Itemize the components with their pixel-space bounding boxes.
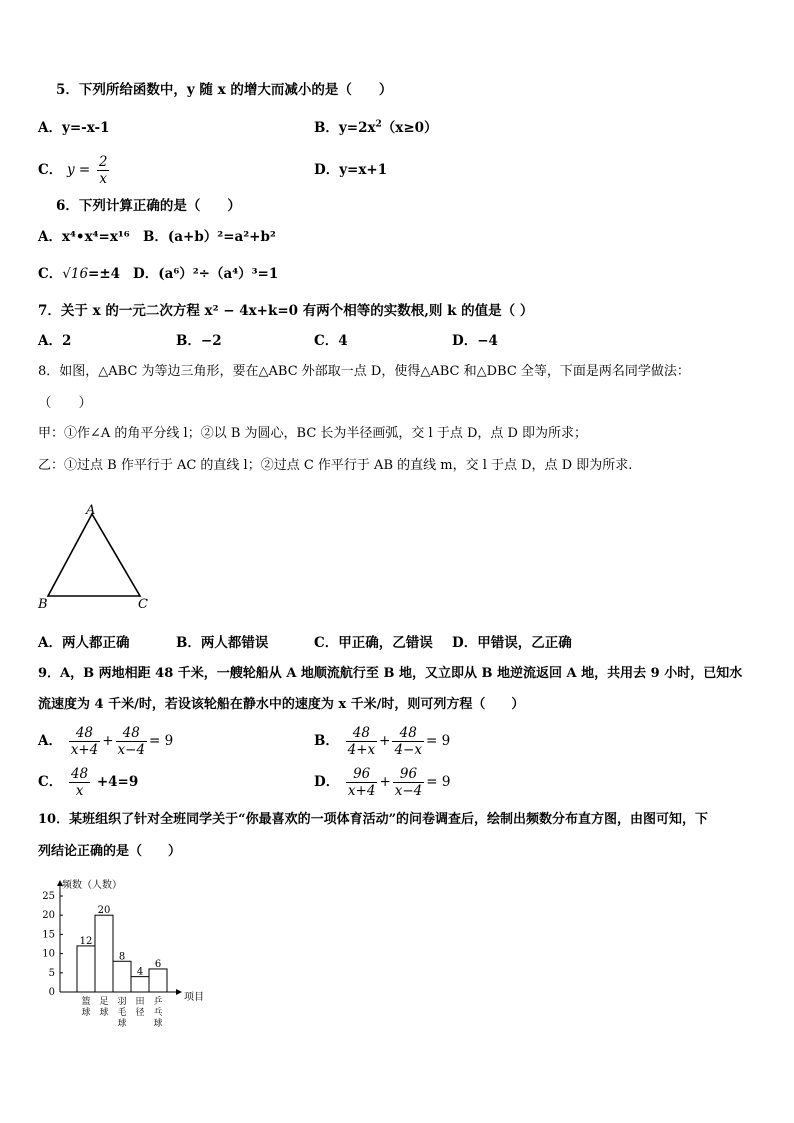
- vertex-label-c: C: [138, 597, 148, 612]
- chart-bar: [95, 915, 113, 992]
- chart-data-label: 20: [97, 905, 111, 917]
- q8-option-d: D．甲错误，乙正确: [452, 635, 572, 651]
- q8-option-b: B．两人都错误: [176, 635, 269, 651]
- q7-stem: 7．关于 x 的一元二次方程 x² − 4x+k=0 有两个相等的实数根,则 k 的值是（ ）: [38, 303, 534, 319]
- q6-option-c: C．√16=±4: [38, 266, 121, 282]
- chart-y-axis-label: 频数（人数）: [62, 880, 122, 891]
- chart-y-tick-label: 5: [48, 967, 55, 979]
- q6-stem: 6．下列计算正确的是（ ）: [56, 198, 241, 214]
- q9-stem-line2: 流速度为 4 千米/时，若设该轮船在静水中的速度为 x 千米/时，则可列方程（ ）: [38, 697, 525, 712]
- q6-option-a: A．x⁴•x⁴=x¹⁶: [38, 229, 130, 245]
- vertex-label-a: A: [86, 503, 96, 518]
- chart-category-label: 田径: [135, 997, 145, 1018]
- q8-stem: 8．如图，△ABC 为等边三角形，要在△ABC 外部取一点 D，使得△ABC 和△DBC 全等，下面是两名同学做法：: [38, 364, 690, 379]
- q10-histogram: [30, 872, 230, 1042]
- q6-option-d: D．(a⁶）²÷（a⁴）³=1: [133, 266, 279, 282]
- q9-stem-line1: 9．A，B 两地相距 48 千米，一艘轮船从 A 地顺流航行至 B 地，又立即从 B 地逆流返回 A 地，共用去 9 小时，已知水: [38, 666, 743, 681]
- chart-category-label: 乒乓球: [153, 997, 163, 1029]
- q10-stem-line2: 列结论正确的是（ ）: [38, 844, 182, 859]
- chart-y-tick-label: 20: [42, 910, 55, 922]
- triangle-abc: [48, 514, 140, 596]
- chart-data-label: 4: [136, 966, 144, 978]
- chart-x-axis-arrow: [176, 989, 182, 995]
- chart-bar: [149, 969, 167, 992]
- q5-stem: 5．下列所给函数中，y 随 x 的增大而减小的是（ ）: [56, 82, 393, 98]
- chart-data-label: 12: [79, 935, 93, 947]
- q8-triangle-figure: [30, 500, 160, 615]
- q9-option-a: A． $\frac{48}{x+4}$ + $\frac{48}{x-4}$ = 9: [38, 725, 174, 758]
- q7-option-d: D．−4: [452, 333, 498, 349]
- chart-data-label: 8: [118, 951, 126, 963]
- q8-option-c: C．甲正确，乙错误: [314, 635, 433, 651]
- vertex-label-b: B: [38, 597, 48, 612]
- q7-option-a: A．2: [38, 333, 72, 349]
- chart-bar: [77, 946, 95, 992]
- q5-option-a: A．y=-x-1: [38, 120, 110, 136]
- chart-y-tick-label: 10: [42, 948, 55, 960]
- q5-option-c: C． y = $\frac{2}{x}$: [38, 154, 108, 187]
- q8-method-yi: 乙：①过点 B 作平行于 AC 的直线 l；②过点 C 作平行于 AB 的直线 m，交 l 于点 D，点 D 即为所求.: [38, 458, 633, 473]
- chart-x-axis-label: 项目: [184, 992, 204, 1003]
- q10-stem-line1: 10．某班组织了针对全班同学关于“你最喜欢的一项体育活动”的问卷调查后，绘制出频数分布直方图，由图可知，下: [38, 812, 709, 827]
- q9-option-c: C． $\frac{48}{x}$ +4=9: [38, 766, 139, 799]
- q8-option-a: A．两人都正确: [38, 635, 130, 651]
- chart-y-tick-label: 15: [42, 929, 55, 941]
- chart-category-label: 足球: [99, 997, 109, 1018]
- chart-category-label: 篮球: [81, 997, 91, 1018]
- q8-paren: （ ）: [38, 395, 92, 411]
- chart-data-label: 6: [154, 958, 162, 970]
- q9-option-d: D． $\frac{96}{x+4}$ + $\frac{96}{x-4}$ = 9: [314, 766, 451, 799]
- chart-y-tick-label: 25: [42, 891, 55, 902]
- q5-option-d: D．y=x+1: [314, 162, 388, 178]
- q6-option-b: B．(a+b）²=a²+b²: [143, 229, 276, 245]
- q7-option-c: C．4: [314, 333, 348, 349]
- chart-y-tick-label: 0: [48, 987, 55, 998]
- q7-option-b: B．−2: [176, 333, 222, 349]
- chart-bar: [113, 961, 131, 992]
- q5-option-b: B．$y=2x^2(x\ge 0)$: [314, 119, 438, 136]
- q8-method-jia: 甲：①作∠A 的角平分线 l；②以 B 为圆心，BC 长为半径画弧，交 l 于点 D，点 D 即为所求；: [38, 426, 588, 441]
- chart-category-label: 羽毛球: [117, 997, 127, 1029]
- q9-option-b: B． $\frac{48}{4+x}$ + $\frac{48}{4-x}$ = 9: [314, 725, 451, 758]
- chart-bar: [131, 977, 149, 992]
